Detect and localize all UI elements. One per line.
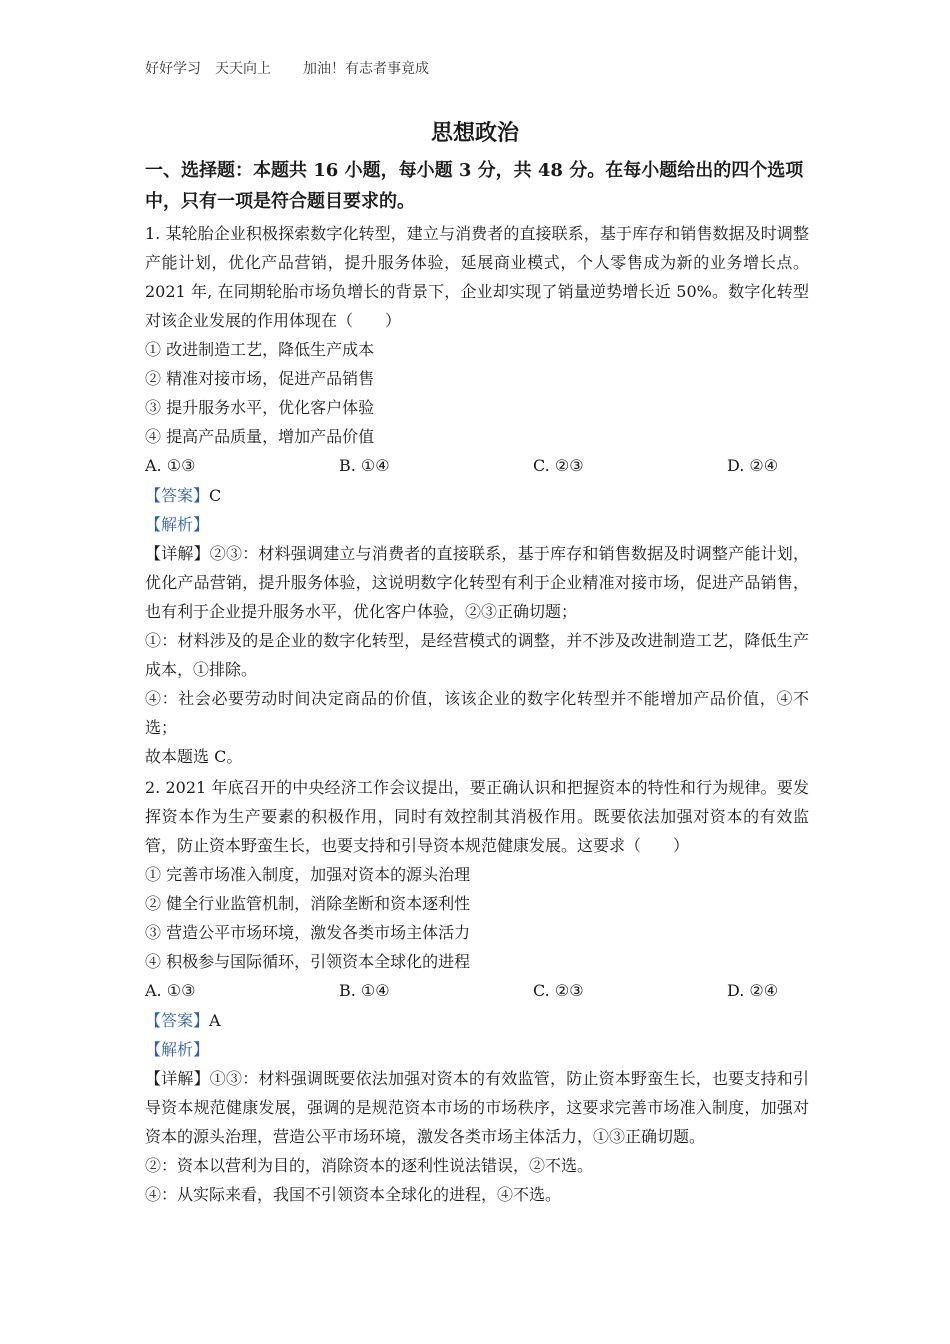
answer-options [145,976,809,1006]
choice-item: ② 精准对接市场，促进产品销售 [145,369,375,388]
question-1 [145,219,809,771]
question-2 [145,773,809,1209]
choice-item: ③ 营造公平市场环境，激发各类市场主体活力 [145,923,471,942]
header-motto-2: 天天向上 [215,61,271,77]
page-header [145,58,443,78]
option-b: B. ①④ [339,456,390,475]
header-motto-3: 加油！有志者事竟成 [303,61,429,77]
detail-paragraph: 【详解】②③：材料强调建立与消费者的直接联系，基于库存和销售数据及时调整产能计划，优化产品营销，提升服务体验，这说明数字化转型有利于企业精准对接市场，促进产品销售，也有利于企业提升服务水平，优化客户体验，②③正确切题； [145,544,809,621]
detail-paragraph: ②：资本以营利为目的，消除资本的逐利性说法错误，②不选。 [145,1156,594,1175]
detail-paragraph: ④：从实际来看，我国不引领资本全球化的进程，④不选。 [145,1185,562,1204]
choice-item: ② 健全行业监管机制，消除垄断和资本逐利性 [145,894,471,913]
answer-line [145,481,809,510]
answer-label: 【答案】 [145,1011,210,1030]
option-c: C. ②③ [533,456,584,475]
document-body [145,155,809,1209]
option-c: C. ②③ [533,981,584,1000]
page-title: 思想政治 [430,120,519,146]
question-stem: 2. 2021 年底召开的中央经济工作会议提出，要正确认识和把握资本的特性和行为规律。要发挥资本作为生产要素的积极作用，同时有效控制其消极作用。既要依法加强对资本的有效监管，防止资本野蛮生长，也要支持和引导资本规范健康发展。这要求（ ） [145,778,809,855]
option-a: A. ①③ [145,981,196,1000]
question-stem: 1. 某轮胎企业积极探索数字化转型，建立与消费者的直接联系，基于库存和销售数据及时调整产能计划，优化产品营销，提升服务体验，延展商业模式，个人零售成为新的业务增长点。2021 年, 在同期轮胎市场负增长的背景下，企业却实现了销量逆势增长近 50%。数字化转型对该企业发展的作用体现在（ ） [145,224,809,330]
detail-paragraph: 【详解】①③：材料强调既要依法加强对资本的有效监管，防止资本野蛮生长，也要支持和引导资本规范健康发展，强调的是规范资本市场的市场秩序，这要求完善市场准入制度，加强对资本的源头治理，营造公平市场环境，激发各类市场主体活力，①③正确切题。 [145,1069,809,1146]
detail-paragraph: ④：社会必要劳动时间决定商品的价值，该该企业的数字化转型并不能增加产品价值，④不选； [145,689,809,737]
option-a: A. ①③ [145,456,196,475]
answer-options [145,451,809,481]
choice-item: ① 完善市场准入制度，加强对资本的源头治理 [145,865,471,884]
analysis-label: 【解析】 [145,1040,210,1059]
choice-item: ④ 提高产品质量，增加产品价值 [145,427,375,446]
choice-item: ④ 积极参与国际循环，引领资本全球化的进程 [145,952,471,971]
analysis-label: 【解析】 [145,515,210,534]
answer-line [145,1006,809,1035]
option-b: B. ①④ [339,981,390,1000]
option-d: D. ②④ [727,456,779,475]
choice-item: ① 改进制造工艺，降低生产成本 [145,340,375,359]
detail-paragraph: ①：材料涉及的是企业的数字化转型，是经营模式的调整，并不涉及改进制造工艺，降低生产成本，①排除。 [145,631,809,679]
answer-label: 【答案】 [145,486,210,505]
answer-value: C [209,486,222,505]
option-d: D. ②④ [727,981,779,1000]
detail-paragraph: 故本题选 C。 [145,747,243,766]
section-title: 一、选择题：本题共 16 小题，每小题 3 分，共 48 分。在每小题给出的四个选项中，只有一项是符合题目要求的。 [145,160,804,212]
answer-value: A [209,1011,221,1030]
choice-item: ③ 提升服务水平，优化客户体验 [145,398,375,417]
header-motto-1: 好好学习 [145,61,201,77]
